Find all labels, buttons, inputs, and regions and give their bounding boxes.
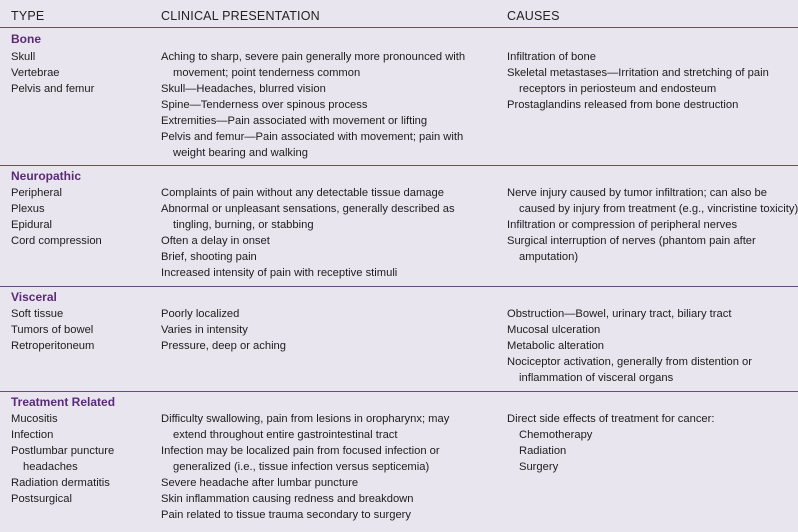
clinical-item: Often a delay in onset (161, 235, 270, 247)
clinical-item: Skull—Headaches, blurred vision (161, 83, 326, 95)
clinical-item: extend throughout entire gastrointestinal tract (173, 429, 398, 441)
type-item: headaches (23, 461, 78, 473)
cause-item: Obstruction—Bowel, urinary tract, biliary tract (507, 308, 732, 320)
section-treatment-related (0, 391, 798, 532)
type-column (11, 49, 151, 97)
type-item: Retroperitoneum (11, 340, 95, 352)
cause-item: receptors in periosteum and endosteum (519, 83, 717, 95)
type-item: Skull (11, 51, 36, 63)
type-item: Epidural (11, 219, 53, 231)
header-clinical: CLINICAL PRESENTATION (161, 9, 320, 23)
cause-item: Radiation (519, 445, 567, 457)
type-item: Plexus (11, 203, 45, 215)
cause-item: Surgical interruption of nerves (phantom pain after (507, 235, 756, 247)
cause-item: Nerve injury caused by tumor infiltration; can also be (507, 187, 767, 199)
type-item: Mucositis (11, 413, 58, 425)
type-item: Radiation dermatitis (11, 477, 110, 489)
clinical-item: Increased intensity of pain with receptive stimuli (161, 267, 398, 279)
type-item: Infection (11, 429, 54, 441)
clinical-item: Pelvis and femur—Pain associated with movement; pain with (161, 131, 464, 143)
type-item: Vertebrae (11, 67, 60, 79)
type-item: Peripheral (11, 187, 62, 199)
cause-item: Chemotherapy (519, 429, 593, 441)
type-item: Pelvis and femur (11, 83, 95, 95)
header-causes: CAUSES (507, 9, 560, 23)
clinical-item: Extremities—Pain associated with movement or lifting (161, 115, 428, 127)
clinical-item: Spine—Tenderness over spinous process (161, 99, 368, 111)
causes-column (507, 49, 792, 113)
header-type: TYPE (11, 9, 45, 23)
clinical-column (161, 411, 491, 523)
cause-item: Nociceptor activation, generally from distention or (507, 356, 752, 368)
clinical-item: Aching to sharp, severe pain generally more pronounced with (161, 51, 466, 63)
clinical-item: Complaints of pain without any detectable tissue damage (161, 187, 444, 199)
section-title: Treatment Related (11, 395, 116, 409)
type-item: Postsurgical (11, 493, 72, 505)
cause-item: Infiltration of bone (507, 51, 596, 63)
clinical-item: weight bearing and walking (173, 147, 308, 159)
cause-item: caused by injury from treatment (e.g., vincristine toxicity) (519, 203, 798, 215)
cause-item: Skeletal metastases—Irritation and stretching of pain (507, 67, 769, 79)
cause-item: Prostaglandins released from bone destruction (507, 99, 739, 111)
section-neuropathic (0, 165, 798, 286)
clinical-column (161, 306, 491, 354)
section-visceral (0, 286, 798, 391)
cause-item: Infiltration or compression of peripheral nerves (507, 219, 738, 231)
clinical-item: Abnormal or unpleasant sensations, generally described as (161, 203, 455, 215)
section-title: Neuropathic (11, 169, 82, 183)
clinical-column (161, 49, 491, 161)
clinical-item: Severe headache after lumbar puncture (161, 477, 359, 489)
causes-column (507, 306, 792, 386)
cause-item: Mucosal ulceration (507, 324, 601, 336)
cause-item: Direct side effects of treatment for cancer: (507, 413, 715, 425)
causes-column (507, 411, 792, 475)
cause-item: Surgery (519, 461, 559, 473)
table-header (0, 0, 798, 28)
type-item: Postlumbar puncture (11, 445, 115, 457)
clinical-item: tingling, burning, or stabbing (173, 219, 314, 231)
clinical-item: Difficulty swallowing, pain from lesions in oropharynx; may (161, 413, 450, 425)
clinical-item: Pressure, deep or aching (161, 340, 287, 352)
type-column (11, 411, 151, 507)
clinical-item: Skin inflammation causing redness and breakdown (161, 493, 414, 505)
cause-item: Metabolic alteration (507, 340, 605, 352)
clinical-item: Poorly localized (161, 308, 240, 320)
type-item: Soft tissue (11, 308, 64, 320)
cause-item: amputation) (519, 251, 579, 263)
type-column (11, 185, 151, 249)
clinical-item: generalized (i.e., tissue infection versus septicemia) (173, 461, 430, 473)
causes-column (507, 185, 798, 265)
cause-item: inflammation of visceral organs (519, 372, 674, 384)
clinical-column (161, 185, 491, 281)
clinical-item: movement; point tenderness common (173, 67, 361, 79)
section-bone (0, 29, 798, 164)
section-title: Visceral (11, 290, 57, 304)
clinical-item: Infection may be localized pain from focused infection or (161, 445, 440, 457)
clinical-item: Pain related to tissue trauma secondary to surgery (161, 509, 411, 521)
clinical-item: Varies in intensity (161, 324, 248, 336)
clinical-item: Brief, shooting pain (161, 251, 257, 263)
type-item: Tumors of bowel (11, 324, 94, 336)
type-item: Cord compression (11, 235, 102, 247)
section-title: Bone (11, 32, 41, 46)
type-column (11, 306, 151, 354)
